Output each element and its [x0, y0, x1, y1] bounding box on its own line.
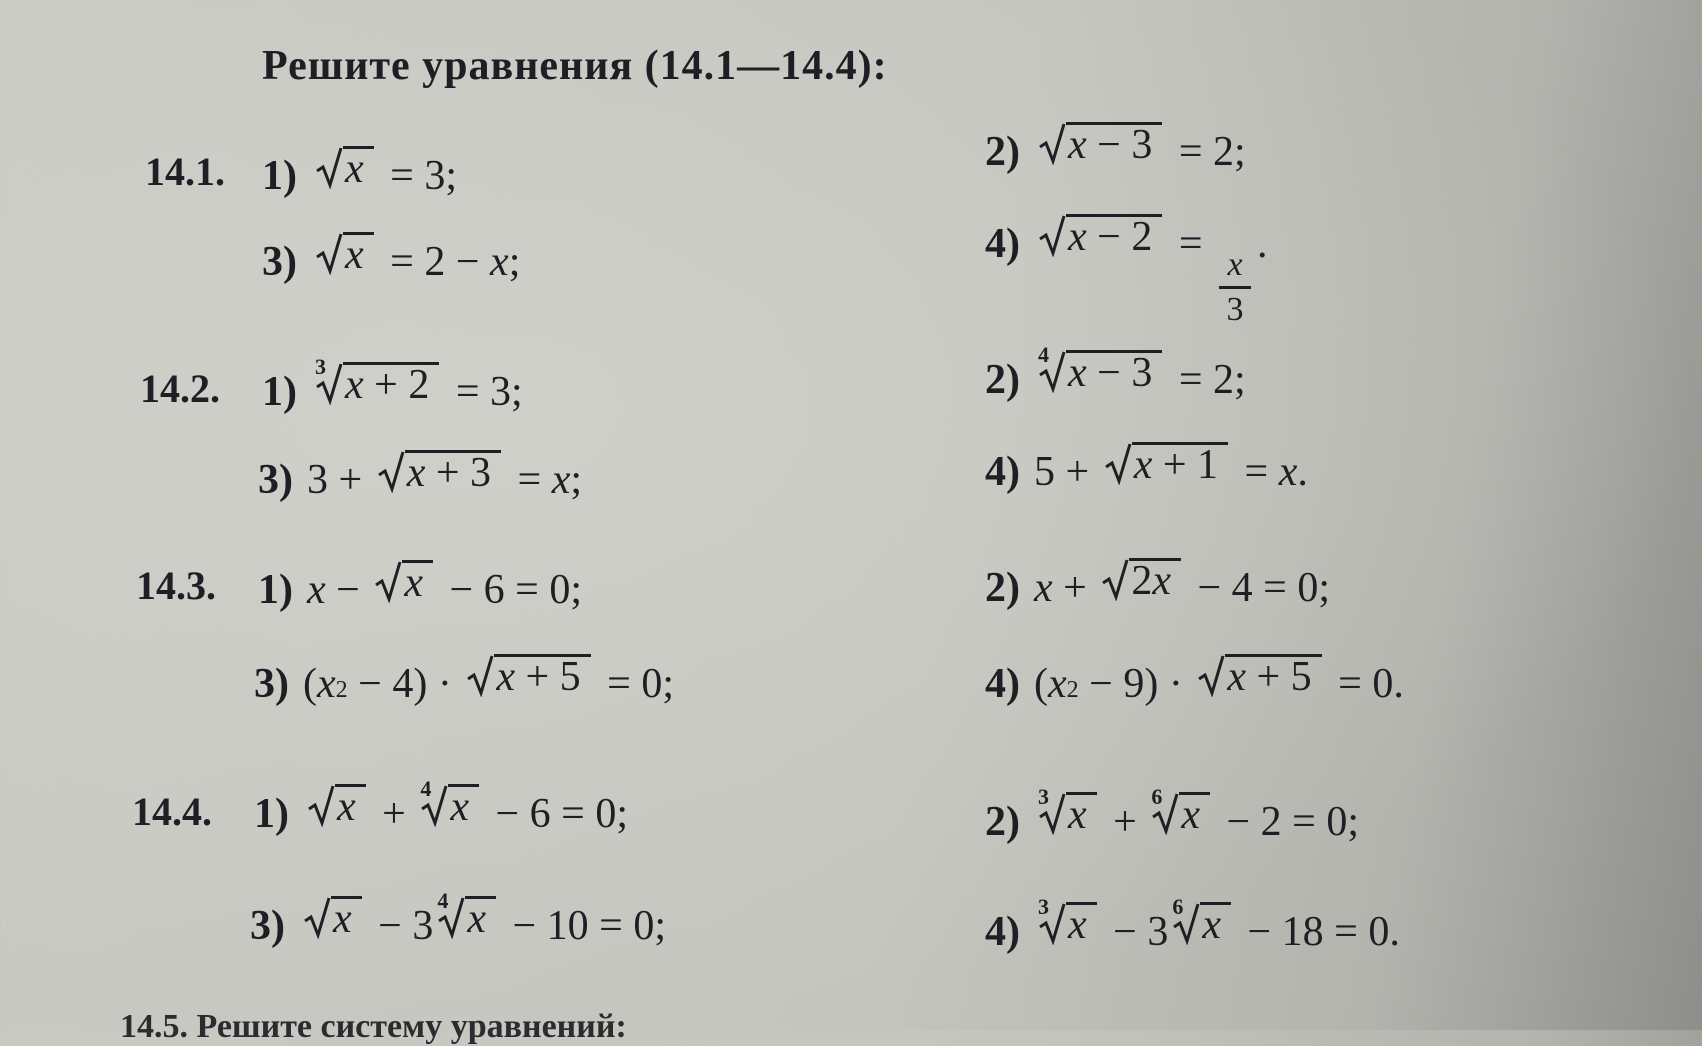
item-number: 1) [254, 791, 289, 837]
problem-label-14-3: 14.3. [136, 563, 216, 608]
item-number: 3) [262, 239, 297, 285]
item-number: 4) [985, 221, 1020, 267]
item-number: 3) [258, 457, 293, 503]
equation-14-2-3: 3) 3 + x + 3 = x ; [258, 450, 583, 503]
page-heading: Решите уравнения (14.1—14.4): [262, 43, 888, 89]
equation-14-2-4: 4) 5 + x + 1 = x . [985, 442, 1308, 495]
problem-label-14-2: 14.2. [140, 366, 220, 411]
item-number: 1) [262, 153, 297, 199]
equation-14-4-4: 4) 3 x − 3 6 x − 18 = 0. [985, 894, 1400, 955]
equation-14-1-1: 1) x = 3; [262, 146, 458, 199]
item-number: 4) [985, 661, 1020, 707]
equation-14-3-2: 2) x + 2x − 4 = 0; [985, 558, 1331, 611]
item-number: 2) [985, 799, 1020, 845]
equation-14-1-2: 2) x − 3 = 2; [985, 122, 1246, 175]
equation-14-4-3: 3) x − 3 4 x − 10 = 0; [250, 888, 667, 949]
item-number: 2) [985, 357, 1020, 403]
equation-14-3-4: 4) ( x 2 − 9) · x + 5 = 0. [985, 654, 1404, 707]
item-number: 3) [250, 903, 285, 949]
item-number: 3) [254, 661, 289, 707]
equation-14-3-1: 1) x − x − 6 = 0; [258, 560, 583, 613]
equation-14-2-1: 1) 3 x + 2 = 3; [262, 354, 523, 415]
item-number: 2) [985, 129, 1020, 175]
equation-14-1-4: 4) x − 2 = $\frac{x}{3}$ . [985, 214, 1268, 328]
equation-14-1-3: 3) x = 2 − x ; [262, 232, 521, 285]
equation-14-4-2: 2) 3 x + 6 x − 2 = 0; [985, 784, 1360, 845]
item-number: 4) [985, 449, 1020, 495]
equation-14-2-2: 2) 4 x − 3 = 2; [985, 342, 1246, 403]
item-number: 1) [258, 567, 293, 613]
problem-label-14-1: 14.1. [145, 149, 225, 194]
problem-label-14-4: 14.4. [132, 789, 212, 834]
next-problem-partial: 14.5. Решите систему уравнений: [120, 1008, 627, 1045]
equation-14-3-3: 3) ( x 2 − 4) · x + 5 = 0; [254, 654, 675, 707]
item-number: 4) [985, 909, 1020, 955]
item-number: 2) [985, 565, 1020, 611]
equation-14-4-1: 1) x + 4 x − 6 = 0; [254, 776, 629, 837]
item-number: 1) [262, 369, 297, 415]
